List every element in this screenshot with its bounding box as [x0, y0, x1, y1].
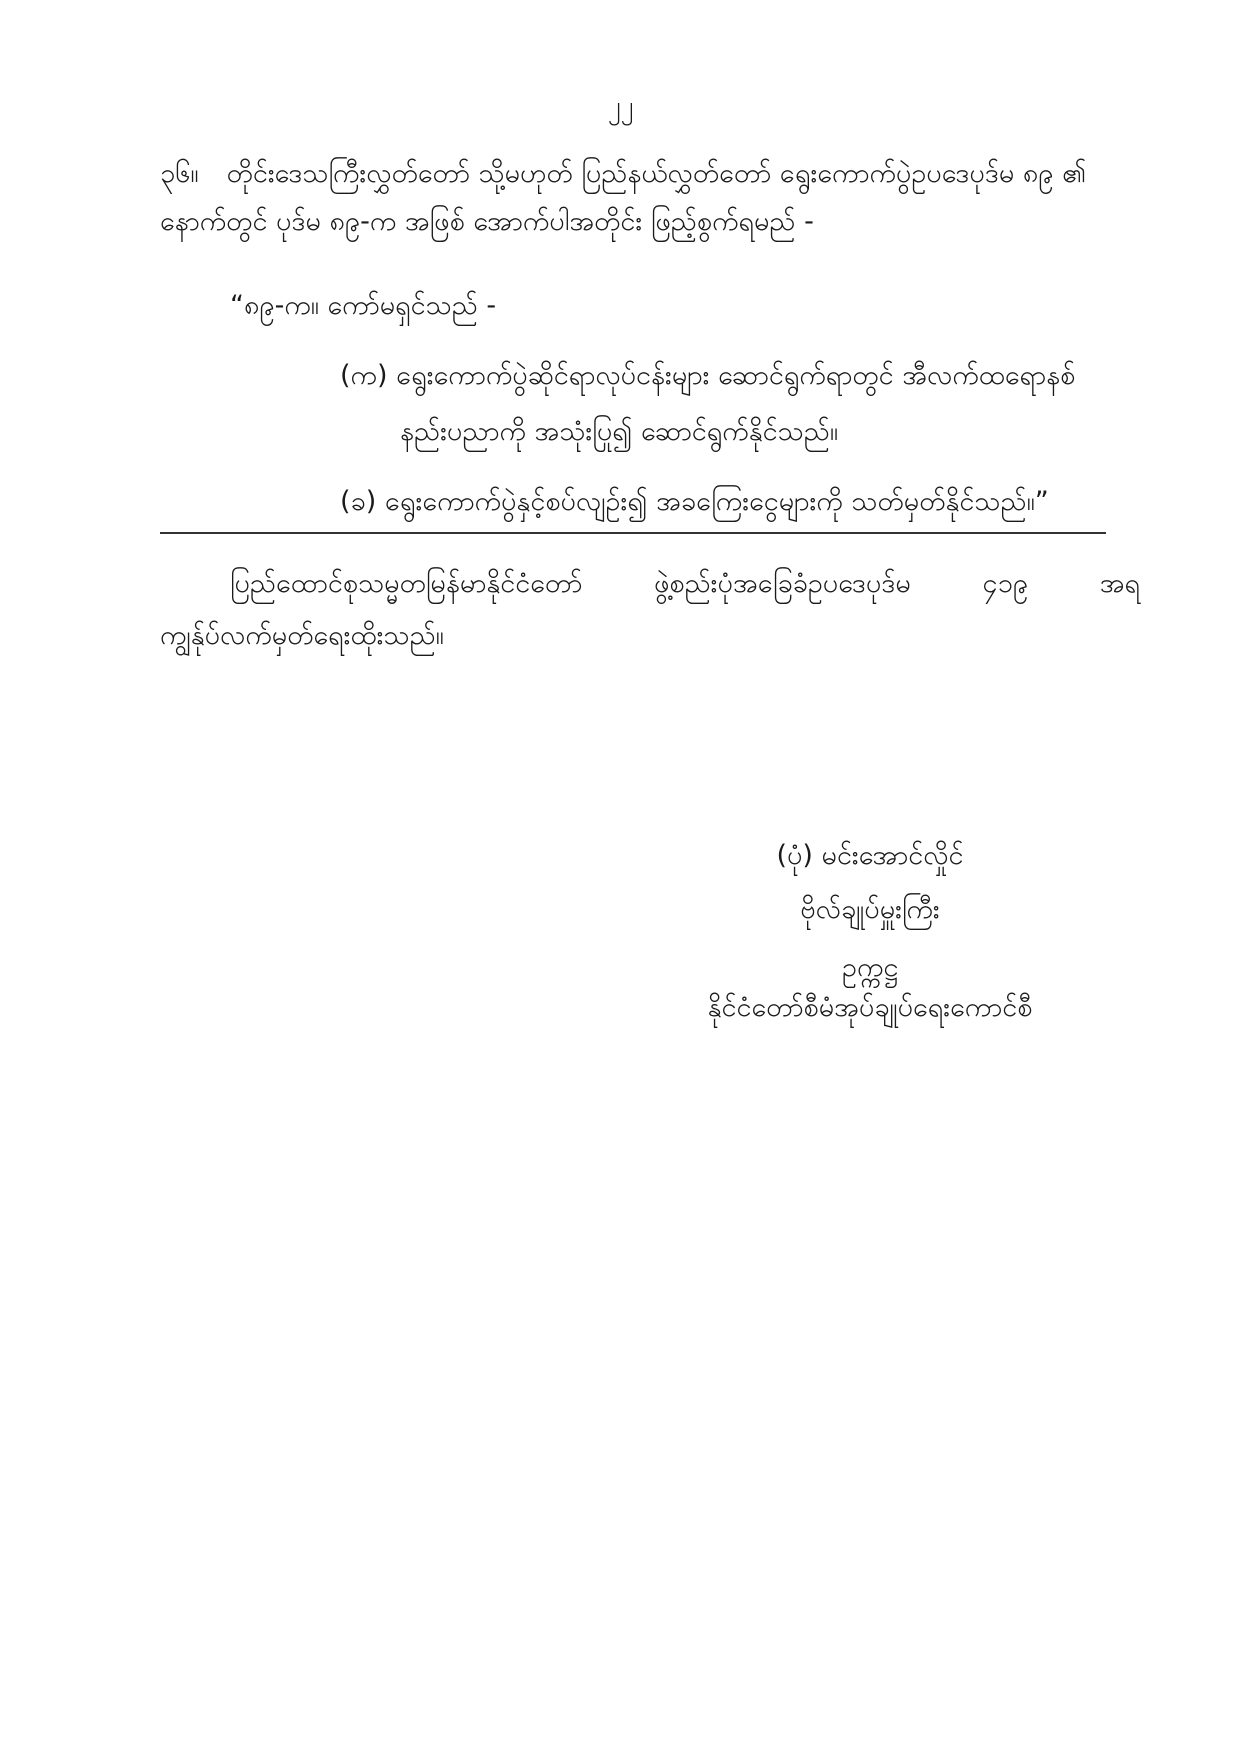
sub-item-text: ရွေးကောက်ပွဲနှင့်စပ်လျဉ်း၍ အခကြေးငွေများကို သတ်မှတ်နိုင်သည်။”	[384, 486, 1049, 517]
signatory-title: ဥက္ကဋ္ဌ	[841, 952, 899, 983]
enactment-part: ဖွဲ့စည်းပုံအခြေခံဥပဒေပုဒ်မ	[653, 568, 911, 599]
section-paragraph	[160, 150, 1140, 246]
signatory-body: နိုင်ငံတော်စီမံအုပ်ချုပ်ရေးကောင်စီ	[707, 992, 1033, 1023]
sub-item-text: ရွေးကောက်ပွဲဆိုင်ရာလုပ်ငန်းများ ဆောင်ရွက်ရာတွင် အီလက်ထရောနစ်	[396, 360, 1076, 391]
signatory-name: (ပုံ) မင်းအောင်လှိုင်	[776, 840, 964, 871]
enactment-clause	[230, 560, 1140, 608]
sub-item-label: (က)	[340, 360, 388, 391]
page-number: ၂၂	[607, 91, 634, 121]
sub-item-b	[340, 478, 1049, 526]
enactment-part: ၄၁၉	[982, 568, 1029, 599]
sub-item-label: (ခ)	[340, 486, 377, 517]
sub-item-a-continuation: နည်းပညာကို အသုံးပြု၍ ဆောင်ရွက်နိုင်သည်။	[400, 416, 839, 447]
signatory-rank: ဗိုလ်ချုပ်မှူးကြီး	[800, 894, 940, 925]
enactment-part: ပြည်ထောင်စုသမ္မတမြန်မာနိုင်ငံတော်	[230, 568, 583, 599]
sub-item-a	[340, 352, 1075, 400]
enactment-part: အရ	[1099, 568, 1140, 599]
section-number: ၃၆။	[160, 158, 199, 189]
separator-rule	[160, 532, 1106, 534]
inserted-section-heading: “၈၉-က။ ကော်မရှင်သည် -	[230, 290, 497, 321]
enactment-clause-continuation: ကျွန်ုပ်လက်မှတ်ရေးထိုးသည်။	[160, 620, 444, 651]
section-text: တိုင်းဒေသကြီးလွှတ်တော် သို့မဟုတ် ပြည်နယ်လွှတ်တော် ရွေးကောက်ပွဲဥပဒေပုဒ်မ ၈၉ ၏ နောက်တွင် ပုဒ်မ ၈၉-က အဖြစ် အောက်ပါအတိုင်း ဖြည့်စွက်ရမည် -	[160, 158, 1087, 237]
